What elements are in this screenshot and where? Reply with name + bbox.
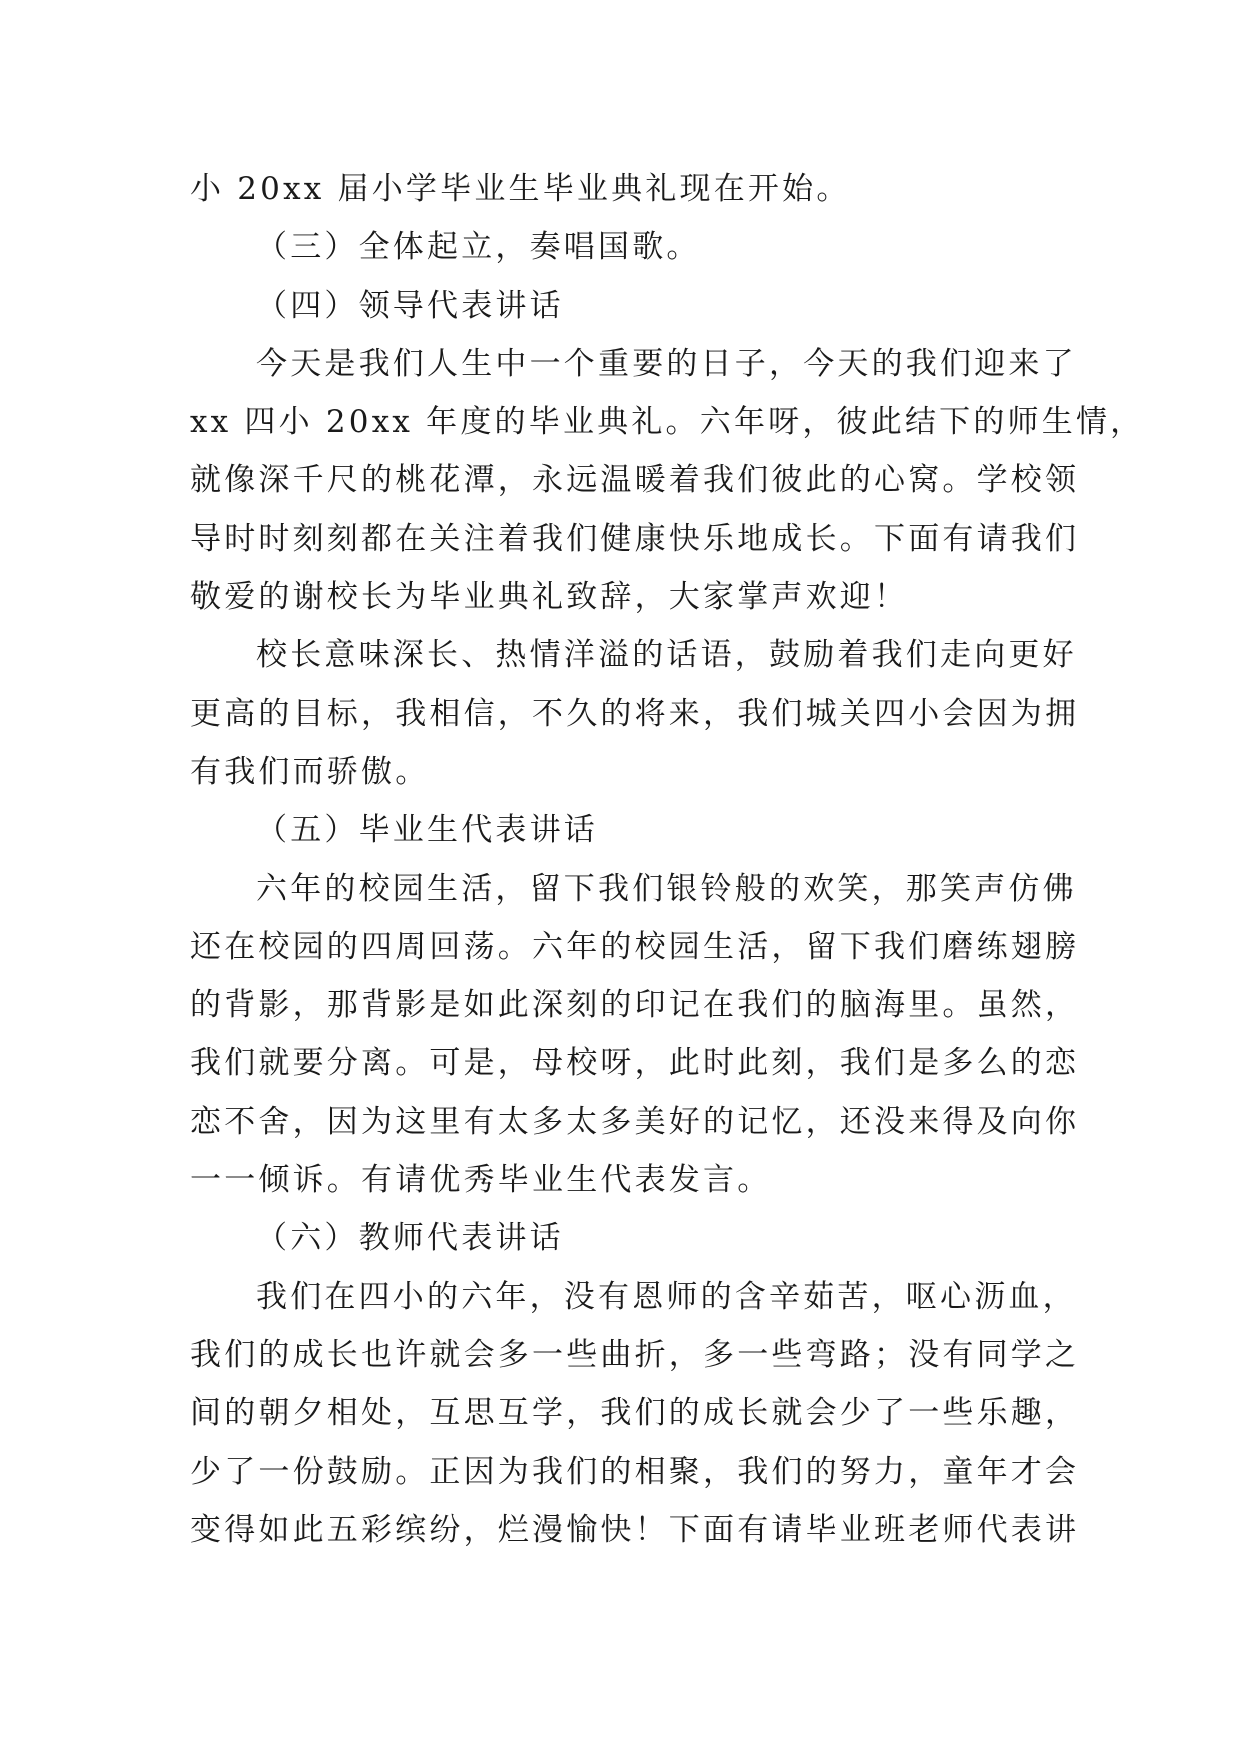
body-text-line: 我们就要分离。可是，母校呀，此时此刻，我们是多么的恋 [190, 1045, 1080, 1082]
body-text-line: 小 20xx 届小学毕业生毕业典礼现在开始。 [190, 171, 851, 207]
body-text-line: 导时时刻刻都在关注着我们健康快乐地成长。下面有请我们 [190, 520, 1080, 557]
body-text-line: 的背影，那背影是如此深刻的印记在我们的脑海里。虽然， [190, 987, 1080, 1024]
body-text-line: 就像深千尺的桃花潭，永远温暖着我们彼此的心窝。学校领 [190, 462, 1080, 499]
paragraph-first-line: 校长意味深长、热情洋溢的话语，鼓励着我们走向更好 [256, 637, 1077, 674]
section-heading: （三）全体起立，奏唱国歌。 [256, 229, 701, 266]
body-text-line: 敬爱的谢校长为毕业典礼致辞，大家掌声欢迎！ [190, 579, 909, 616]
document-page [190, 160, 1145, 1559]
body-text-line: xx 四小 20xx 年度的毕业典礼。六年呀，彼此结下的师生情， [190, 404, 1145, 441]
body-text-line: 有我们而骄傲。 [190, 753, 430, 790]
body-text-line: 间的朝夕相处，互思互学，我们的成长就会少了一些乐趣， [190, 1395, 1080, 1432]
paragraph-first-line: 今天是我们人生中一个重要的日子，今天的我们迎来了 [256, 345, 1077, 382]
body-text-line: 变得如此五彩缤纷，烂漫愉快！下面有请毕业班老师代表讲 [190, 1511, 1080, 1548]
paragraph-first-line: 六年的校园生活，留下我们银铃般的欢笑，那笑声仿佛 [256, 870, 1077, 907]
body-text-line: 少了一份鼓励。正因为我们的相聚，我们的努力，童年才会 [190, 1453, 1080, 1490]
body-text-line: 一一倾诉。有请优秀毕业生代表发言。 [190, 1162, 772, 1199]
body-text-line: 我们的成长也许就会多一些曲折，多一些弯路；没有同学之 [190, 1336, 1080, 1373]
paragraph-first-line: 我们在四小的六年，没有恩师的含辛茹苦，呕心沥血， [256, 1278, 1077, 1315]
body-text-line: 更高的目标，我相信，不久的将来，我们城关四小会因为拥 [190, 695, 1080, 732]
section-heading: （六）教师代表讲话 [256, 1220, 564, 1257]
section-heading: （五）毕业生代表讲话 [256, 812, 598, 849]
section-heading: （四）领导代表讲话 [256, 287, 564, 324]
body-text-line: 还在校园的四周回荡。六年的校园生活，留下我们磨练翅膀 [190, 928, 1080, 965]
body-text-line: 恋不舍，因为这里有太多太多美好的记忆，还没来得及向你 [190, 1103, 1080, 1140]
